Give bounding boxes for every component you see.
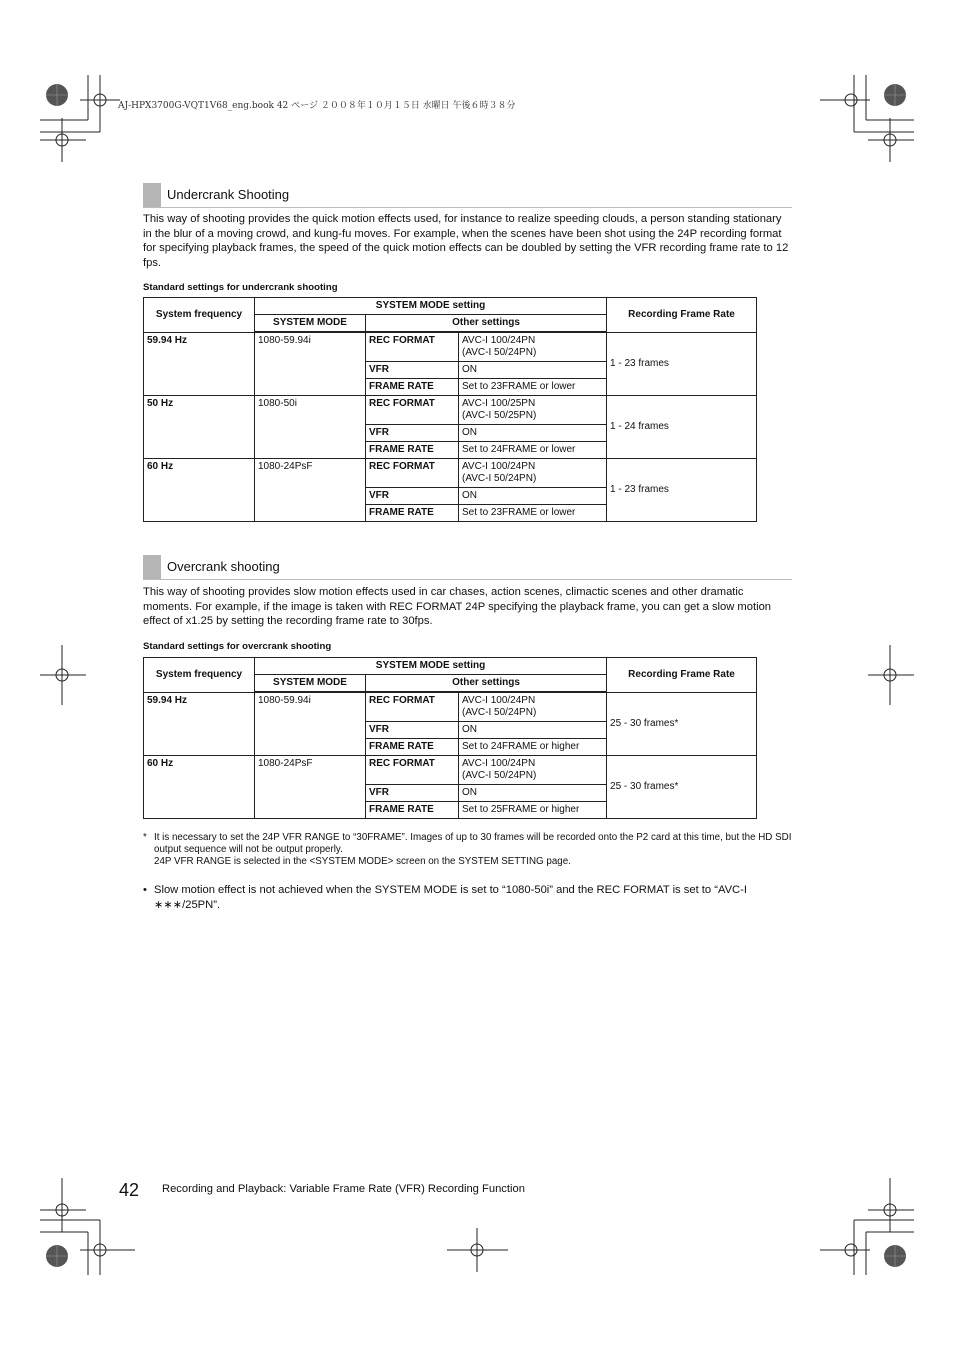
section-marker xyxy=(143,555,161,579)
bullet-note xyxy=(143,883,793,912)
cell-setting-name: VFR xyxy=(366,785,459,802)
page-number: 42 xyxy=(119,1180,140,1200)
cell-frame-rate: 1 - 23 frames xyxy=(607,332,757,396)
cell-system-mode: 1080-24PsF xyxy=(255,756,366,819)
header-system-mode: SYSTEM MODE xyxy=(255,315,366,333)
cell-setting-value: AVC-I 100/24PN (AVC-I 50/24PN) xyxy=(459,332,607,362)
bullet-text: Slow motion effect is not achieved when the SYSTEM MODE is set to “1080-50i” and the REC FORMAT is set to “AVC-I ∗∗∗/25PN”. xyxy=(154,884,747,911)
table-row xyxy=(144,756,757,785)
cell-frame-rate: 25 - 30 frames* xyxy=(607,756,757,819)
cell-setting-value: ON xyxy=(459,488,607,505)
cell-frequency: 59.94 Hz xyxy=(144,692,255,756)
footnote-marker: * xyxy=(143,832,147,843)
undercrank-table-caption: Standard settings for undercrank shooting xyxy=(143,282,338,293)
section-marker xyxy=(143,183,161,207)
cell-setting-value: ON xyxy=(459,722,607,739)
footer-title: Recording and Playback: Variable Frame Rate (VFR) Recording Function xyxy=(162,1183,525,1195)
cell-setting-value: ON xyxy=(459,362,607,379)
section-heading-overcrank xyxy=(143,555,792,580)
cell-setting-name: VFR xyxy=(366,425,459,442)
book-header-line: AJ-HPX3700G-VQT1V68_eng.book 42 ページ ２００８年１０月１５日 水曜日 午後６時３８分 xyxy=(118,101,516,111)
cell-system-mode: 1080-50i xyxy=(255,396,366,459)
cell-setting-value: Set to 23FRAME or lower xyxy=(459,379,607,396)
cell-frame-rate: 25 - 30 frames* xyxy=(607,692,757,756)
section-title: Overcrank shooting xyxy=(167,559,280,574)
overcrank-table-caption: Standard settings for overcrank shooting xyxy=(143,641,332,652)
cell-setting-name: REC FORMAT xyxy=(366,396,459,425)
table-row xyxy=(144,332,757,362)
cell-setting-value: AVC-I 100/25PN (AVC-I 50/25PN) xyxy=(459,396,607,425)
section-heading-undercrank xyxy=(143,183,792,208)
cell-setting-value: Set to 24FRAME or higher xyxy=(459,739,607,756)
cell-setting-name: REC FORMAT xyxy=(366,756,459,785)
cell-setting-name: FRAME RATE xyxy=(366,442,459,459)
bullet-marker: • xyxy=(143,884,147,896)
cell-system-mode: 1080-59.94i xyxy=(255,692,366,756)
table-row xyxy=(144,692,757,722)
cell-frame-rate: 1 - 23 frames xyxy=(607,459,757,522)
cell-frequency: 59.94 Hz xyxy=(144,332,255,396)
cell-setting-name: VFR xyxy=(366,488,459,505)
cell-setting-name: FRAME RATE xyxy=(366,505,459,522)
header-other-settings: Other settings xyxy=(366,315,607,333)
cell-setting-name: FRAME RATE xyxy=(366,802,459,819)
cell-setting-name: REC FORMAT xyxy=(366,459,459,488)
cell-setting-value: Set to 24FRAME or lower xyxy=(459,442,607,459)
footnote-text-1: It is necessary to set the 24P VFR RANGE to “30FRAME”. Images of up to 30 frames will be recorded onto the P2 card at this time, but the HD SDI output sequence will not be output properly. xyxy=(154,832,792,855)
header-system-frequency: System frequency xyxy=(144,658,255,693)
footnote-text-2: 24P VFR RANGE is selected in the <SYSTEM MODE> screen on the SYSTEM SETTING page. xyxy=(154,856,571,867)
cell-frame-rate: 1 - 24 frames xyxy=(607,396,757,459)
cell-system-mode: 1080-59.94i xyxy=(255,332,366,396)
cell-setting-value: Set to 25FRAME or higher xyxy=(459,802,607,819)
cell-setting-value: AVC-I 100/24PN (AVC-I 50/24PN) xyxy=(459,459,607,488)
cell-setting-value: AVC-I 100/24PN (AVC-I 50/24PN) xyxy=(459,756,607,785)
header-system-mode-setting: SYSTEM MODE setting xyxy=(255,298,607,315)
header-system-mode-setting: SYSTEM MODE setting xyxy=(255,658,607,675)
cell-setting-name: FRAME RATE xyxy=(366,739,459,756)
cell-setting-name: FRAME RATE xyxy=(366,379,459,396)
overcrank-settings-table xyxy=(143,657,757,819)
table-row xyxy=(144,396,757,425)
cell-setting-name: REC FORMAT xyxy=(366,332,459,362)
cell-frequency: 50 Hz xyxy=(144,396,255,459)
header-system-frequency: System frequency xyxy=(144,298,255,333)
cell-frequency: 60 Hz xyxy=(144,756,255,819)
cell-setting-name: VFR xyxy=(366,722,459,739)
header-recording-frame-rate: Recording Frame Rate xyxy=(607,298,757,333)
header-other-settings: Other settings xyxy=(366,675,607,693)
overcrank-paragraph: This way of shooting provides slow motion effects used in car chases, action scenes, climactic scenes and other dramatic moments. For example, if the image is taken with REC FORMAT 24P specifying the playback frame, you can get a slow motion effect of x1.25 by setting the recording frame rate to 30fps. xyxy=(143,586,772,628)
cell-setting-value: AVC-I 100/24PN (AVC-I 50/24PN) xyxy=(459,692,607,722)
cell-setting-value: ON xyxy=(459,425,607,442)
cell-setting-name: VFR xyxy=(366,362,459,379)
cell-setting-value: Set to 23FRAME or lower xyxy=(459,505,607,522)
table-row xyxy=(144,459,757,488)
header-recording-frame-rate: Recording Frame Rate xyxy=(607,658,757,693)
footnote xyxy=(143,832,793,868)
undercrank-paragraph: This way of shooting provides the quick motion effects used, for instance to realize speeding clouds, a person standing stationary in the blur of a moving crowd, and kung-fu moves. For example, when the scenes have been shot using the 24P recording format for specifying playback frames, the speed of the quick motion effects can be doubled by setting the VFR recording frame rate to 12 fps. xyxy=(143,213,789,269)
cell-setting-name: REC FORMAT xyxy=(366,692,459,722)
header-system-mode: SYSTEM MODE xyxy=(255,675,366,693)
section-title: Undercrank Shooting xyxy=(167,187,290,202)
cell-system-mode: 1080-24PsF xyxy=(255,459,366,522)
cell-frequency: 60 Hz xyxy=(144,459,255,522)
cell-setting-value: ON xyxy=(459,785,607,802)
undercrank-settings-table xyxy=(143,297,757,522)
